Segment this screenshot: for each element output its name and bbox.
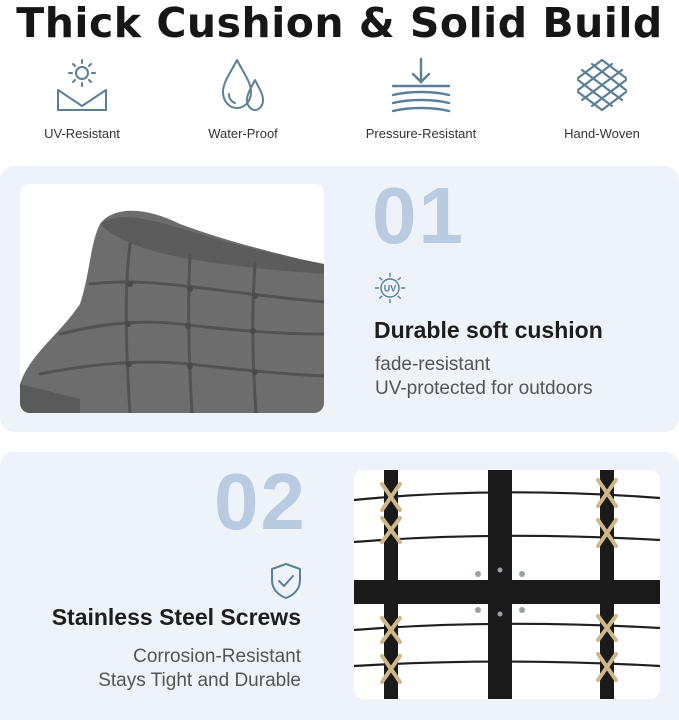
feature-hand-woven (537, 56, 667, 141)
weave-grid-icon (572, 56, 632, 114)
section-description (98, 645, 301, 693)
page-title: Thick Cushion & Solid Build (16, 0, 663, 47)
description-line: Stays Tight and Durable (98, 670, 301, 691)
uv-badge-text: UV (383, 283, 397, 294)
shield-check-icon (268, 562, 304, 600)
section-number: 01 (372, 171, 465, 260)
feature-label: Hand-Woven (564, 126, 640, 141)
feature-pressure-resistant (356, 56, 486, 141)
feature-water-proof (178, 56, 308, 141)
feature-label: UV-Resistant (44, 126, 120, 141)
feature-label: Water-Proof (208, 126, 278, 141)
feature-uv-resistant (17, 56, 147, 141)
description-line: fade-resistant (375, 354, 491, 375)
frame-screws-photo (354, 470, 660, 699)
description-line: UV-protected for outdoors (375, 378, 593, 399)
section-description (375, 353, 593, 401)
description-line: Corrosion-Resistant (133, 646, 301, 667)
cushion-photo (20, 184, 324, 413)
section-number: 02 (214, 457, 307, 546)
section-heading: Stainless Steel Screws (51, 604, 301, 630)
pressure-layers-icon (389, 56, 453, 114)
uv-badge-icon (374, 272, 406, 304)
sun-uv-icon (52, 56, 112, 114)
feature-label: Pressure-Resistant (365, 126, 477, 141)
water-drops-icon (213, 56, 273, 114)
section-heading: Durable soft cushion (374, 317, 603, 343)
